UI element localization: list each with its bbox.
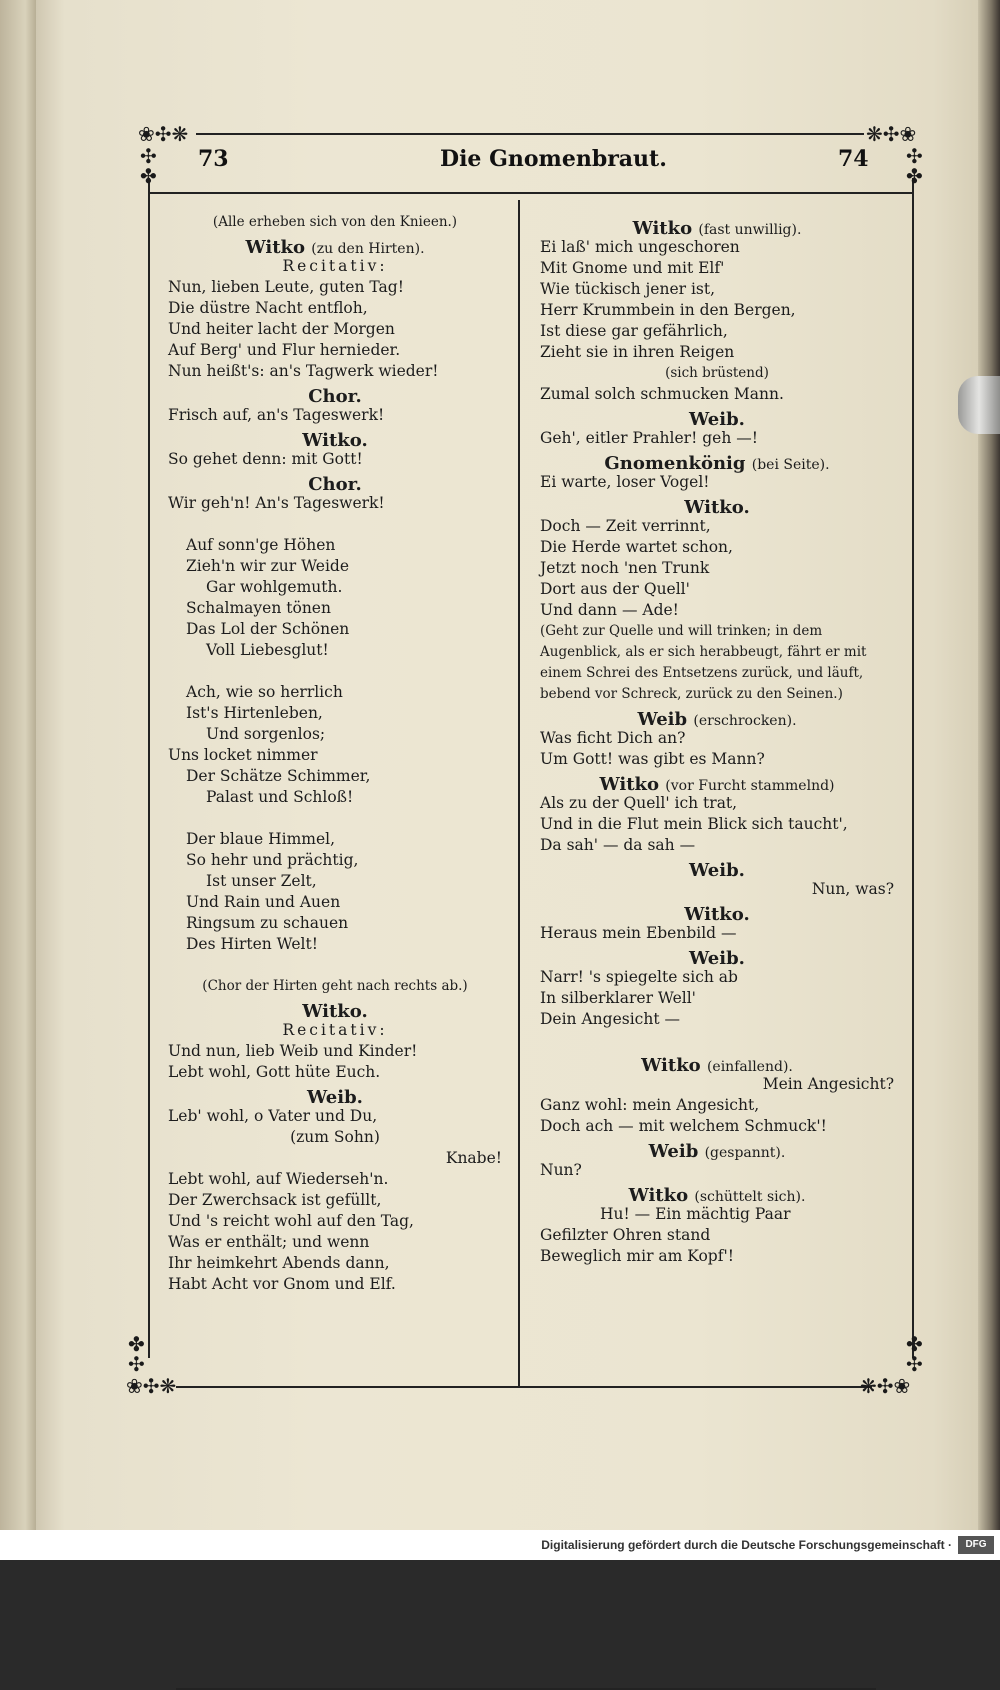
line-text: Recitativ:: [282, 1021, 388, 1039]
stage-direction: (gespannt).: [704, 1145, 786, 1161]
line-text: Zieht sie in ihren Reigen: [540, 343, 735, 361]
line-text: Was er enthält; und wenn: [168, 1233, 370, 1251]
text-line: [540, 537, 894, 558]
line-text: Und dann — Ade!: [540, 601, 679, 619]
line-text: Als zu der Quell' ich trat,: [540, 794, 738, 812]
line-text: Leb' wohl, o Vater und Du,: [168, 1107, 378, 1125]
text-line: [540, 879, 894, 900]
text-line: [168, 682, 502, 703]
line-text: (Chor der Hirten geht nach rechts ab.): [202, 978, 468, 994]
line-text: Frisch auf, an's Tageswerk!: [168, 406, 385, 424]
corner-ornament-bottom-left-vertical: ✤ ✣: [128, 1332, 145, 1376]
top-rule: [196, 133, 864, 135]
text-line: [540, 728, 894, 749]
text-line: [168, 640, 502, 661]
digitization-footer: [0, 1530, 1000, 1560]
speaker-heading: [540, 1139, 894, 1160]
line-text: Das Lol der Schönen: [186, 620, 350, 638]
line-text: Da sah' — da sah —: [540, 836, 696, 854]
text-line: [168, 361, 502, 382]
bottom-rule-main: [176, 1386, 872, 1388]
line-text: Weib.: [689, 948, 745, 969]
line-text: Und Rain und Auen: [186, 893, 341, 911]
line-text: Nun heißt's: an's Tagwerk wieder!: [168, 362, 439, 380]
speaker-heading: [540, 946, 894, 967]
line-text: Witko.: [684, 497, 750, 518]
line-text: Witko: [245, 237, 305, 258]
line-text: Heraus mein Ebenbild —: [540, 924, 737, 942]
text-line: [168, 1253, 502, 1274]
line-text: Ist diese gar gefährlich,: [540, 322, 728, 340]
speaker-heading: [540, 216, 894, 237]
text-line: [540, 579, 894, 600]
line-text: Lebt wohl, auf Wiederseh'n.: [168, 1170, 389, 1188]
text-line: [540, 642, 894, 663]
line-text: Weib.: [689, 409, 745, 430]
text-line: [540, 814, 894, 835]
header-rule: [148, 192, 912, 194]
text-line: [168, 1127, 502, 1148]
corner-ornament-bottom-right: ❋✣❀: [860, 1374, 911, 1398]
text-line: [540, 967, 894, 988]
text-line: [540, 684, 894, 705]
speaker-heading: [540, 858, 894, 879]
speaker-heading: [540, 902, 894, 923]
line-text: Auf Berg' und Flur hernieder.: [168, 341, 401, 359]
text-line: [540, 558, 894, 579]
page-marker-tab: [958, 376, 1000, 434]
line-text: Die Herde wartet schon,: [540, 538, 733, 556]
line-text: Lebt wohl, Gott hüte Euch.: [168, 1063, 381, 1081]
stage-direction: (schüttelt sich).: [694, 1189, 806, 1205]
line-text: Witko: [632, 218, 693, 239]
line-text: Und sorgenlos;: [206, 725, 326, 743]
line-text: Mit Gnome und mit Elf': [540, 259, 725, 277]
text-line: [168, 212, 502, 233]
text-line: [540, 1116, 894, 1137]
line-text: Wie tückisch jener ist,: [540, 280, 716, 298]
text-line: [168, 256, 502, 277]
line-text: Witko: [628, 1185, 689, 1206]
line-text: Gnomenkönig: [604, 453, 746, 474]
line-text: Gefilzter Ohren stand: [540, 1226, 711, 1244]
line-text: Der Schätze Schimmer,: [186, 767, 371, 785]
line-text: Hu! — Ein mächtig Paar: [600, 1205, 791, 1223]
text-line: [540, 1074, 894, 1095]
text-line: [540, 472, 894, 493]
footer-credit: Digitalisierung gefördert durch die Deutsche Forschungsgemeinschaft ·: [541, 1538, 952, 1552]
stage-direction: (bei Seite).: [751, 457, 830, 473]
text-line: [540, 300, 894, 321]
text-line: [168, 829, 502, 850]
line-text: (sich brüstend): [665, 365, 769, 381]
text-line: [540, 1009, 894, 1030]
text-line: [540, 663, 894, 684]
line-text: Schalmayen tönen: [186, 599, 331, 617]
line-text: Zumal solch schmucken Mann.: [540, 385, 784, 403]
line-text: Doch — Zeit verrinnt,: [540, 517, 711, 535]
text-line: [168, 535, 502, 556]
line-text: Ist's Hirtenleben,: [186, 704, 323, 722]
line-text: einem Schrei des Entsetzens zurück, und läuft,: [540, 665, 864, 681]
speaker-heading: [168, 384, 502, 405]
line-text: Narr! 's spiegelte sich ab: [540, 968, 738, 986]
running-title: Die Gnomenbraut.: [440, 146, 667, 172]
text-line: [168, 598, 502, 619]
text-line: [168, 766, 502, 787]
text-line: [540, 516, 894, 537]
speaker-heading: [540, 707, 894, 728]
text-line: [168, 1274, 502, 1295]
line-text: Ringsum zu schauen: [186, 914, 349, 932]
speaker-heading: [540, 407, 894, 428]
line-text: Ach, wie so herrlich: [186, 683, 343, 701]
line-text: Ihr heimkehrt Abends dann,: [168, 1254, 390, 1272]
line-text: Weib.: [307, 1087, 363, 1108]
stanza-gap: [168, 514, 502, 535]
text-line: [168, 319, 502, 340]
text-line: [168, 340, 502, 361]
text-line: [540, 279, 894, 300]
text-line: [540, 258, 894, 279]
line-text: Ei warte, loser Vogel!: [540, 473, 710, 491]
speaker-heading: [540, 772, 894, 793]
text-line: [168, 913, 502, 934]
speaker-heading: [168, 428, 502, 449]
text-line: [540, 428, 894, 449]
corner-ornament-top-right: ❋✣❀: [866, 122, 917, 146]
text-line: [540, 793, 894, 814]
speaker-heading: [540, 1183, 894, 1204]
speaker-heading: [168, 999, 502, 1020]
text-line: [168, 1232, 502, 1253]
line-text: Weib.: [689, 860, 745, 881]
text-line: [540, 988, 894, 1009]
text-line: [168, 1062, 502, 1083]
stage-direction: (erschrocken).: [693, 713, 797, 729]
line-text: Witko: [599, 774, 660, 795]
text-line: [540, 923, 894, 944]
corner-ornament-top-left-vertical: ✣ ✤: [140, 144, 157, 188]
line-text: Voll Liebesglut!: [206, 641, 329, 659]
line-text: Witko.: [684, 904, 750, 925]
text-line: [168, 619, 502, 640]
text-line: [168, 1020, 502, 1041]
text-line: [168, 871, 502, 892]
text-line: [168, 556, 502, 577]
line-text: Nun, lieben Leute, guten Tag!: [168, 278, 404, 296]
line-text: Witko.: [302, 1001, 368, 1022]
line-text: Des Hirten Welt!: [186, 935, 318, 953]
text-line: [168, 1106, 502, 1127]
line-text: Herr Krummbein in den Bergen,: [540, 301, 796, 319]
line-text: Dort aus der Quell': [540, 580, 690, 598]
line-text: Chor.: [308, 386, 362, 407]
line-text: Die düstre Nacht entfloh,: [168, 299, 368, 317]
text-line: [168, 934, 502, 955]
left-page-edge: [0, 0, 36, 1530]
line-text: Uns locket nimmer: [168, 746, 318, 764]
line-text: Doch ach — mit welchem Schmuck'!: [540, 1117, 827, 1135]
stanza-gap: [168, 955, 502, 976]
text-line: [168, 892, 502, 913]
line-text: Weib: [637, 709, 688, 730]
line-text: In silberklarer Well': [540, 989, 696, 1007]
text-line: [540, 1204, 894, 1225]
left-text-column: [168, 212, 502, 1295]
line-text: Der blaue Himmel,: [186, 830, 336, 848]
text-line: [540, 384, 894, 405]
text-line: [168, 405, 502, 426]
text-line: [168, 577, 502, 598]
line-text: (Alle erheben sich von den Knieen.): [212, 214, 458, 230]
line-text: Und in die Flut mein Blick sich taucht',: [540, 815, 848, 833]
line-text: Ganz wohl: mein Angesicht,: [540, 1096, 760, 1114]
column-divider: [518, 200, 520, 1386]
text-line: [540, 321, 894, 342]
speaker-heading: [168, 1085, 502, 1106]
line-text: Habt Acht vor Gnom und Elf.: [168, 1275, 396, 1293]
right-frame-rule: [912, 178, 914, 1358]
text-line: [168, 298, 502, 319]
line-text: Recitativ:: [282, 257, 388, 275]
stanza-gap: [540, 1030, 894, 1051]
line-text: (zum Sohn): [290, 1128, 380, 1146]
line-text: Witko: [641, 1055, 701, 1076]
corner-ornament-top-right-vertical: ✣ ✤: [906, 144, 923, 188]
line-text: Geh', eitler Prahler! geh —!: [540, 429, 758, 447]
line-text: Der Zwerchsack ist gefüllt,: [168, 1191, 382, 1209]
text-line: [540, 237, 894, 258]
left-frame-rule: [148, 178, 150, 1358]
line-text: Knabe!: [445, 1149, 502, 1167]
stanza-gap: [168, 808, 502, 829]
line-text: (Geht zur Quelle und will trinken; in dem: [540, 623, 823, 639]
line-text: Beweglich mir am Kopf'!: [540, 1247, 734, 1265]
line-text: Auf sonn'ge Höhen: [186, 536, 336, 554]
text-line: [540, 1160, 894, 1181]
line-text: Chor.: [308, 474, 362, 495]
line-text: Weib: [648, 1141, 699, 1162]
line-text: So gehet denn: mit Gott!: [168, 450, 363, 468]
text-line: [540, 621, 894, 642]
text-line: [168, 277, 502, 298]
text-line: [540, 749, 894, 770]
line-text: Augenblick, als er sich herabbeugt, fährt er mit: [540, 644, 867, 660]
line-text: Gar wohlgemuth.: [206, 578, 343, 596]
corner-ornament-top-left: ❀✣❋: [138, 122, 189, 146]
text-line: [168, 1190, 502, 1211]
text-line: [540, 363, 894, 384]
text-line: [540, 1225, 894, 1246]
line-text: Zieh'n wir zur Weide: [186, 557, 349, 575]
line-text: Palast und Schloß!: [206, 788, 354, 806]
line-text: Nun?: [540, 1161, 582, 1179]
text-line: [168, 787, 502, 808]
stage-direction: (vor Furcht stammelnd): [665, 778, 835, 794]
text-line: [540, 342, 894, 363]
line-text: Nun, was?: [811, 880, 894, 898]
speaker-heading: [168, 472, 502, 493]
line-text: Dein Angesicht —: [540, 1010, 680, 1028]
line-text: Mein Angesicht?: [762, 1075, 894, 1093]
speaker-heading: [168, 235, 502, 256]
text-line: [540, 835, 894, 856]
text-line: [540, 1246, 894, 1267]
speaker-heading: [540, 495, 894, 516]
stanza-gap: [168, 661, 502, 682]
line-text: Und heiter lacht der Morgen: [168, 320, 395, 338]
page-number-left: 73: [198, 146, 229, 172]
line-text: Ei laß' mich ungeschoren: [540, 238, 740, 256]
text-line: [168, 1041, 502, 1062]
text-line: [168, 493, 502, 514]
line-text: Und 's reicht wohl auf den Tag,: [168, 1212, 414, 1230]
line-text: Was ficht Dich an?: [540, 729, 686, 747]
stage-direction: (zu den Hirten).: [311, 241, 425, 257]
text-line: [168, 1148, 502, 1169]
right-text-column: [540, 214, 894, 1267]
line-text: Ist unser Zelt,: [206, 872, 317, 890]
stage-direction: (fast unwillig).: [698, 222, 802, 238]
text-line: [168, 724, 502, 745]
text-line: [168, 703, 502, 724]
right-page-edge: [978, 0, 1000, 1530]
line-text: Und nun, lieb Weib und Kinder!: [168, 1042, 418, 1060]
speaker-heading: [540, 451, 894, 472]
speaker-heading: [540, 1053, 894, 1074]
line-text: Witko.: [302, 430, 368, 451]
dfg-logo: DFG: [958, 1536, 994, 1554]
corner-ornament-bottom-left: ❀✣❋: [126, 1374, 177, 1398]
line-text: bebend vor Schreck, zurück zu den Seinen.): [540, 686, 843, 702]
text-line: [540, 600, 894, 621]
text-line: [168, 1211, 502, 1232]
text-line: [168, 850, 502, 871]
page-number-right: 74: [838, 146, 869, 172]
line-text: Jetzt noch 'nen Trunk: [540, 559, 710, 577]
text-line: [168, 976, 502, 997]
line-text: So hehr und prächtig,: [186, 851, 359, 869]
text-line: [168, 449, 502, 470]
corner-ornament-bottom-right-vertical: ✤ ✣: [906, 1332, 923, 1376]
line-text: Um Gott! was gibt es Mann?: [540, 750, 765, 768]
text-line: [168, 1169, 502, 1190]
text-line: [540, 1095, 894, 1116]
stage-direction: (einfallend).: [706, 1059, 793, 1075]
line-text: Wir geh'n! An's Tageswerk!: [168, 494, 385, 512]
text-line: [168, 745, 502, 766]
